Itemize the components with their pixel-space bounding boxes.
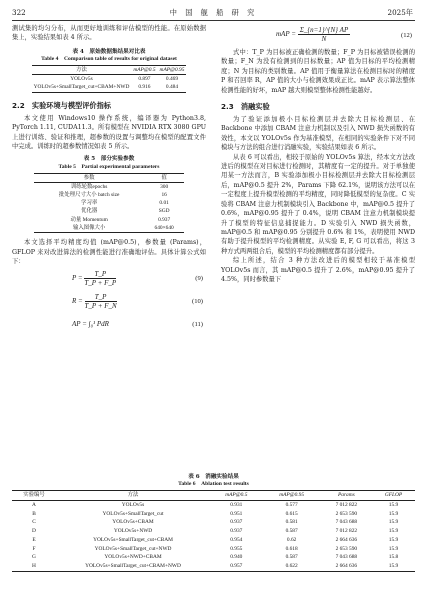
section-heading-2-3: 2.3 消融实验 (221, 102, 270, 112)
table-cell: 640×640 (144, 224, 184, 233)
table-cell: 0.618 (285, 545, 298, 552)
table-cell: YOLOv5s+SmallTarget_cut+CBAM+NWD (56, 563, 210, 572)
table-cell: 300 (160, 183, 169, 190)
table6-header: GFLOP (372, 491, 415, 501)
table-row (12, 554, 415, 563)
table-cell: 输入图像大小 (34, 224, 144, 233)
metrics-paragraph: 本文选择平均精度均值 (mAP@0.5)，参数量 (Params)，GFLOP 来对改进算法的检测性能进行准确地评估。具体计算公式如下： (12, 239, 206, 265)
table-cell: B (32, 510, 36, 517)
eq9-lhs: P = (72, 274, 83, 283)
table-cell: 0.940 (230, 554, 243, 561)
table6-header: mAP@0.95 (263, 491, 321, 501)
ablation-analysis-paragraph: 从表 6 可以看出，相较于原始的 YOLOv5s 算法，经本文方法改进后的模型在对目标进行检测时，其精度有一定的提升。对于单独使用某一方法而言，B 实验添加极小目标检测层并去除大目标检测层后，mAP@0.5 提升 2%，Params 下降 62.1%，说明该方法可以在一定程度上提升模型检测的平均精度，同时降低模型的复杂度。C 实验将 CBAM 注意力机制模块引入 Backbone 中，mAP@0.5 提升了 0.6%，mAP@0.95 提升了 0.4%，说明 CBAM 注意力机制模块提升了模型的特征信息捕捉能力。D 实验引入 NWD 损失函数，mAP@0.5 和 mAP@0.95 分别提升 0.6% 和 1%，表明使用 NWD 有助于提升模型的平均检测精度。从实验 E, F, G 可以看出，将这 3 种方式两两组合后，模型的平均检测精度都有部分提升。 (221, 153, 415, 255)
table-cell: 0.587 (285, 528, 298, 535)
table-cell: 16 (161, 191, 167, 198)
table-cell: 批处理尺寸大小 batch size (58, 191, 120, 198)
table-cell: 2 664 636 (335, 536, 358, 543)
env-paragraph: 本文使用 Windows10 操作系统，编译器为 Python3.8, PyTorch 1.11, CUDA11.3。所有模型在 NVIDIA RTX 3080 GPU 上进行训练、验证和推理，超参数的设置与调整均在模型的配置文件中完成。训练时的超参数情况如表 5 所示。 (12, 114, 206, 150)
table-cell: 0.62 (286, 536, 297, 543)
table-cell: G (32, 554, 36, 561)
table-cell: 0.581 (285, 519, 298, 526)
table-row (12, 563, 415, 572)
ablation-intro-paragraph: 为了验证添加极小目标检测层并去除大目标检测层、在 Backbone 中添加 CBAM 注意力机制以及引入 NWD 损失函数的有效性，本文以 YOLOv5s 作为基准模型，在相同的实验条件下对不同模块与方法的组合进行消融实验，实验结果如表 6 所示。 (221, 116, 415, 152)
table-row (12, 501, 415, 510)
table5-header: 值 (144, 173, 184, 182)
page-number: 322 (12, 8, 26, 17)
table-cell: 2 664 636 (321, 563, 372, 572)
table-cell: 7 012 822 (335, 528, 358, 535)
eq12-lhs: mAP = (276, 30, 296, 39)
table-cell: YOLOv5s+SmallTarget_cut (102, 510, 164, 517)
table5 (34, 173, 184, 233)
table-cell: C (32, 519, 36, 526)
table-cell: 0.469 (165, 76, 179, 83)
table-cell: D (32, 528, 36, 535)
table-row (34, 224, 184, 233)
table-row (12, 545, 415, 554)
table-cell: YOLOv5s+SmallTarget_cut+CBAM+NWD (33, 84, 130, 91)
eq9-number: (9) (195, 275, 203, 283)
table6-caption-cn: 表 6 消融实验结果 (188, 474, 239, 480)
table-row (12, 510, 415, 519)
eq9-numerator: T_P (84, 270, 116, 279)
table6-header: 实验编号 (12, 491, 56, 501)
table-cell: YOLOv5s+CBAM (112, 519, 154, 526)
table-row (34, 199, 184, 207)
table5-caption-cn: 表 5 部分实验参数 (83, 156, 135, 163)
table-cell: YOLOv5s (70, 76, 93, 83)
eq9-fraction (84, 270, 116, 287)
table-cell: H (12, 563, 56, 572)
eq11-number: (11) (192, 321, 203, 329)
table4-caption-en: Table 4 Comparison table of results for original dataset (41, 56, 177, 63)
eq10-lhs: R = (72, 297, 83, 306)
eq12-denominator: N (321, 35, 327, 43)
table-cell: SGD (158, 208, 170, 215)
table6-header: Params (321, 491, 372, 501)
table-cell: 0.937 (158, 216, 171, 223)
table-cell: 0.957 (210, 563, 263, 572)
equation-11 (12, 315, 206, 335)
table-cell: 7 012 822 (335, 501, 358, 508)
table4-header: mAP@0.5 (133, 67, 156, 74)
eq12-fraction (298, 26, 351, 43)
eq11-body: ∫₀¹ PdR (88, 320, 109, 329)
table5-caption-en: Table 5 Partial experimental parameters (58, 163, 160, 170)
table-cell: YOLOv5s+NWD (113, 528, 153, 535)
eq10-denominator: T_P + F_N (84, 302, 117, 311)
table-row (12, 536, 415, 545)
table-cell: 0.01 (159, 200, 169, 207)
table-cell: 0.484 (158, 84, 187, 93)
table-cell: 15.9 (388, 519, 399, 526)
table4 (32, 65, 187, 93)
table-row (32, 75, 187, 84)
table-cell: YOLOv5s+NWD+CBAM (104, 554, 162, 561)
table-cell: YOLOv5s+SmallTarget_cut+NWD (94, 545, 172, 552)
eq10-number: (10) (192, 298, 203, 306)
table-cell: 0.955 (230, 545, 243, 552)
table4-header: mAP@0.95 (159, 67, 185, 74)
eq10-numerator: T_P (85, 293, 117, 302)
table-cell: 15.9 (388, 501, 399, 508)
eq11-lhs: AP = (72, 320, 87, 329)
running-header (0, 7, 427, 19)
table-cell: YOLOv5s+SmallTarget_cut+CBAM (93, 536, 173, 543)
table-cell: 训练轮数epochs (70, 183, 108, 190)
table-cell: 15.9 (372, 563, 415, 572)
table6-header: mAP@0.5 (210, 491, 263, 501)
table4-caption-cn: 表 4 原始数据集结果对比表 (72, 48, 146, 55)
header-year: 2025年 (387, 8, 413, 17)
table-cell: 0.587 (285, 554, 298, 561)
table-cell: 0.615 (285, 510, 298, 517)
table-cell: 学习率 (81, 200, 98, 207)
table6-caption-en: Table 6 Ablation test results (178, 481, 249, 488)
table-cell: 0.577 (285, 501, 298, 508)
table-cell: 0.916 (131, 84, 157, 93)
table6-block (12, 474, 415, 572)
table-cell: 7 043 688 (335, 554, 358, 561)
eq9-denominator: T_P + F_P (84, 279, 117, 288)
table-cell: 0.897 (138, 76, 151, 83)
table-cell: 15.8 (388, 554, 399, 561)
table-cell: 15.9 (388, 545, 399, 552)
table-row (34, 208, 184, 216)
equation-12 (221, 24, 415, 48)
table-cell: A (32, 501, 36, 508)
table-cell: E (32, 536, 36, 543)
equation-10 (12, 292, 206, 312)
section-heading-2-2: 2.2 实验环境与模型评价指标 (12, 100, 111, 110)
table-cell: 15.9 (388, 510, 399, 517)
right-column (221, 24, 415, 284)
header-rule (12, 20, 415, 21)
table-row (12, 528, 415, 537)
table-cell: 优化器 (81, 208, 98, 215)
table-cell: YOLOv5s (121, 501, 145, 508)
table-row (32, 84, 187, 93)
eq12-number: (12) (401, 32, 412, 39)
table-cell: 7 043 688 (335, 519, 358, 526)
table-cell: 0.954 (230, 536, 243, 543)
table-row (34, 183, 184, 192)
table-cell: 0.937 (230, 528, 243, 535)
table6-header: 方法 (56, 491, 210, 501)
definitions-paragraph: 式中：T_P 为目标被正确检测的数量；F_P 为目标被错误检测的数量；F_N 为没有检测到的目标数量；AP 值为目标的平均检测精度；N 为目标的类别数量。AP 值用于衡量算法在检测目标时的精度 P 和召回率 R，AP 值的大小与检测效果成正比。mAP 表示算法整体检测性能的好坏，mAP 越大则模型整体检测性能越好。 (221, 49, 415, 94)
table-cell: 2 653 590 (335, 510, 358, 517)
table5-header: 参数 (34, 173, 144, 182)
table-cell: 2 653 590 (335, 545, 358, 552)
table-cell: 0.622 (263, 563, 321, 572)
table-cell: 动量 Momentum (70, 216, 108, 223)
table-cell: 15.9 (388, 536, 399, 543)
left-column (12, 24, 206, 335)
table-row (12, 519, 415, 528)
equation-9 (12, 269, 206, 289)
table-cell: 0.931 (230, 501, 243, 508)
eq12-numerator: Σ_{n=1}^{N} AP (299, 26, 349, 34)
summary-paragraph: 综上所述，结合 3 种方法改进后的模型相较于基准模型 YOLOv5s 而言，其 mAP@0.5 提升了 2.6%，mAP@0.95 提升了 4.5%，同时参数量下 (221, 257, 415, 283)
table6 (12, 490, 415, 572)
table-row (34, 216, 184, 224)
table-cell: 15.9 (388, 528, 399, 535)
eq10-fraction (85, 293, 117, 310)
table-row (34, 191, 184, 199)
intro-paragraph: 测试集的均匀分布，从而更好地训练和评估模型的性能。在原始数据集上，实验结果如表 4 所示。 (12, 25, 206, 42)
table-cell: 0.951 (230, 510, 243, 517)
journal-title: 中 国 舰 船 研 究 (169, 8, 258, 17)
table-cell: 0.937 (230, 519, 243, 526)
table4-header: 方法 (32, 66, 132, 75)
table-cell: F (32, 545, 36, 552)
